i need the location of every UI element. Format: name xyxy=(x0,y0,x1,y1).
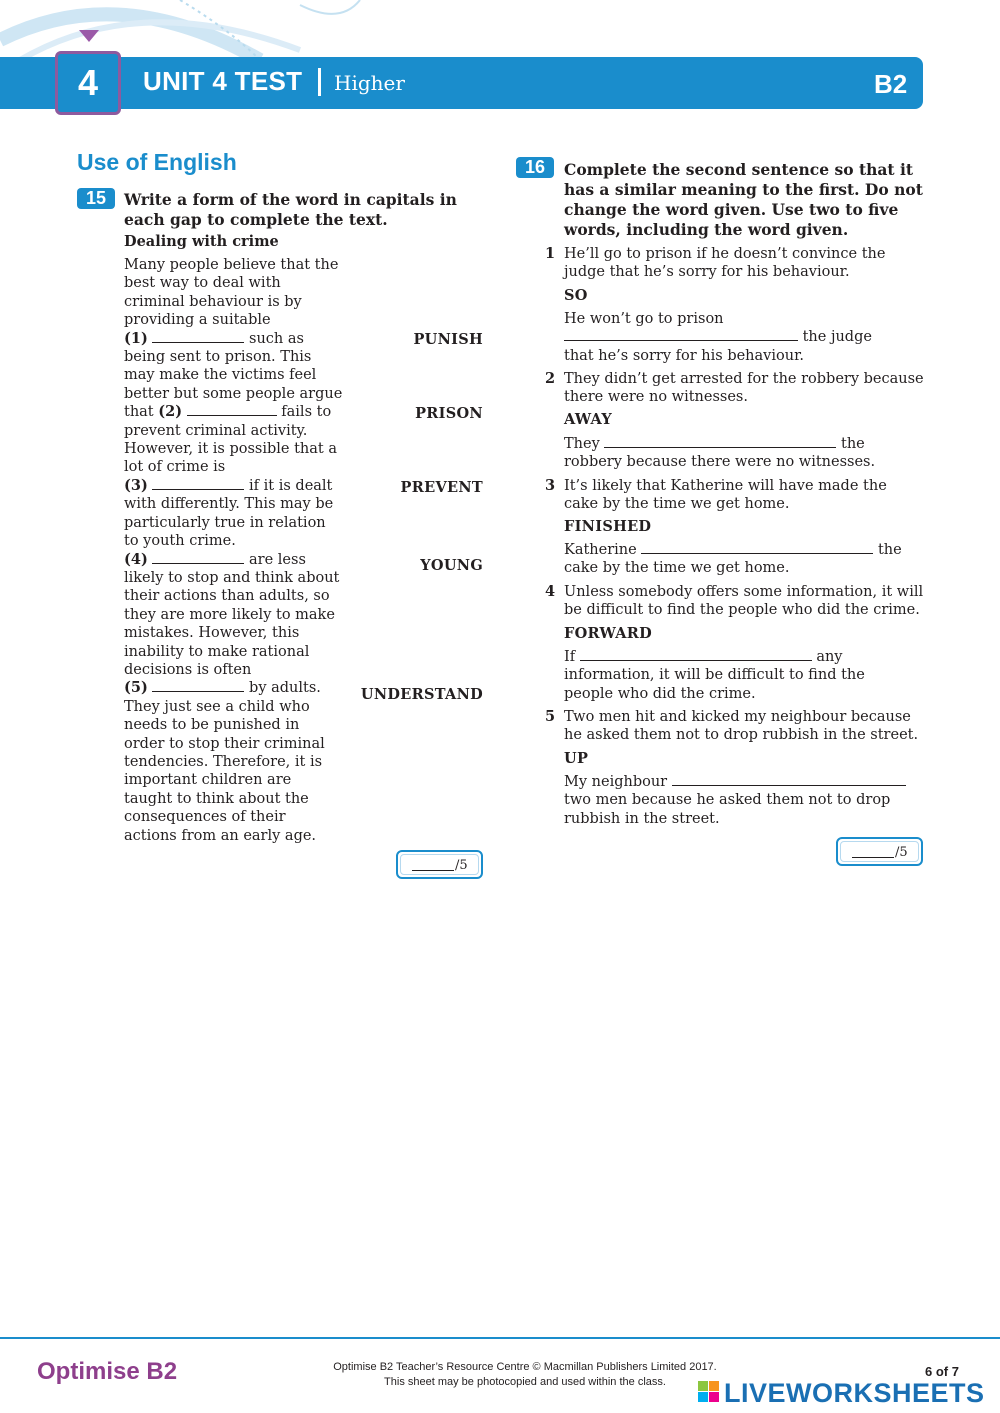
text-line: their actions than adults, so xyxy=(124,588,330,605)
gap-text: such as xyxy=(249,330,304,347)
footer-brand: Optimise B2 xyxy=(37,1358,178,1385)
answer-text: cake by the time we get home. xyxy=(564,560,790,577)
question-number: 3 xyxy=(545,477,556,494)
gap-1-input[interactable] xyxy=(152,330,244,343)
question-number: 5 xyxy=(545,708,556,725)
answer-text: that he’s sorry for his behaviour. xyxy=(564,347,805,364)
keyword-5: UP xyxy=(564,750,589,767)
text-line: actions from an early age. xyxy=(124,827,317,844)
question-sentence: They didn’t get arrested for the robbery because there were no witnesses. xyxy=(564,371,924,406)
text-line: tendencies. Therefore, it is xyxy=(124,753,323,770)
text-line: decisions is often xyxy=(124,661,252,678)
question-number: 4 xyxy=(545,583,556,600)
text-line: with differently. This may be xyxy=(124,496,334,513)
text-line: important children are xyxy=(124,772,292,789)
cue-word-5: UNDERSTAND xyxy=(360,686,483,703)
answer-line xyxy=(564,435,924,453)
answer-text: He won’t go to prison xyxy=(564,311,724,327)
logo-cell-icon xyxy=(709,1381,719,1391)
text-title: Dealing with crime xyxy=(124,233,279,250)
unit-number-box xyxy=(55,51,121,115)
gap-3-input[interactable] xyxy=(152,477,244,490)
text-line: may make the victims feel xyxy=(124,367,317,384)
answer-text: information, it will be difficult to find the xyxy=(564,667,865,684)
footer-copyright xyxy=(300,1360,750,1390)
score-total: /5 xyxy=(455,858,468,873)
cue-word-4: YOUNG xyxy=(420,557,483,574)
unit-level: Higher xyxy=(334,71,405,95)
logo-cell-icon xyxy=(698,1381,708,1391)
exercise-15-badge: 15 xyxy=(77,188,115,209)
question-sentence: He’ll go to prison if he doesn’t convince the judge that he’s sorry for his behaviour. xyxy=(564,246,886,281)
text-line: However, it is possible that a xyxy=(124,441,337,458)
question-sentence: It’s likely that Katherine will have made the cake by the time we get home. xyxy=(564,478,887,513)
unit-grade: B2 xyxy=(874,69,908,99)
gap-text: if it is dealt xyxy=(249,477,333,494)
question-number: 2 xyxy=(545,370,556,387)
answer-text: My neighbour xyxy=(564,774,668,790)
page-number: 6 of 7 xyxy=(925,1364,959,1379)
gap-4-input[interactable] xyxy=(152,551,244,564)
unit-number: 4 xyxy=(77,62,99,103)
text-line: They just see a child who xyxy=(124,698,310,715)
cue-word-2: PRISON xyxy=(415,405,483,422)
question-number: 1 xyxy=(545,245,556,262)
answer-text: the xyxy=(877,542,902,558)
answer-text: two men because he asked them not to drop xyxy=(564,792,891,809)
watermark-text: LIVEWORKSHEETS xyxy=(724,1378,985,1408)
answer-line xyxy=(564,773,924,791)
answer-text: robbery because there were no witnesses. xyxy=(564,454,876,471)
text-line: being sent to prison. This xyxy=(124,349,312,366)
exercise-15-instruction: Write a form of the word in capitals in each gap to complete the text. xyxy=(124,190,457,229)
answer-5 xyxy=(564,773,924,828)
gap-label: (5) xyxy=(124,679,148,697)
text-line: Many people believe that the xyxy=(124,257,339,273)
text-line: criminal behaviour is by xyxy=(124,293,302,310)
section-title: Use of English xyxy=(77,149,237,175)
answer-text: If xyxy=(564,649,576,665)
exercise-16-badge: 16 xyxy=(516,157,554,178)
text-line: to youth crime. xyxy=(124,533,236,550)
keyword-1: SO xyxy=(564,287,588,304)
answer-1-input[interactable] xyxy=(564,328,798,341)
keyword-2: AWAY xyxy=(564,411,612,428)
cue-word-1: PUNISH xyxy=(413,331,483,348)
score-15-input[interactable] xyxy=(412,858,454,871)
answer-text: Katherine xyxy=(564,542,637,558)
copyright-line: Optimise B2 Teacher’s Resource Centre © Macmillan Publishers Limited 2017. xyxy=(333,1361,717,1373)
gap-text: that xyxy=(124,404,154,421)
answer-1 xyxy=(564,310,924,365)
cue-word-3: PREVENT xyxy=(400,479,483,496)
answer-text: They xyxy=(564,436,600,452)
logo-cell-icon xyxy=(709,1392,719,1402)
text-line: needs to be punished in xyxy=(124,717,300,734)
answer-line xyxy=(564,328,924,346)
answer-text: the xyxy=(841,436,865,452)
footer-divider xyxy=(0,1337,1000,1339)
gap-text: are less xyxy=(249,551,306,568)
answer-text: people who did the crime. xyxy=(564,685,756,702)
keyword-4: FORWARD xyxy=(564,625,652,642)
answer-line xyxy=(564,648,924,666)
text-line: particularly true in relation xyxy=(124,514,326,531)
text-line: they are more likely to make xyxy=(124,606,335,623)
text-line: lot of crime is xyxy=(124,459,226,476)
text-line: best way to deal with xyxy=(124,275,281,292)
gap-label: (2) xyxy=(158,403,183,421)
keyword-3: FINISHED xyxy=(564,518,652,535)
score-16-input[interactable] xyxy=(852,845,894,858)
text-line: mistakes. However, this xyxy=(124,625,300,642)
score-total: /5 xyxy=(895,845,908,860)
logo-cell-icon xyxy=(698,1392,708,1402)
text-line: order to stop their criminal xyxy=(124,735,325,752)
exercise-16-instruction: Complete the second sentence so that it has a similar meaning to the first. Do not change the word given. Use two to five words, including the word given. xyxy=(564,160,923,239)
exercise-16-score-box xyxy=(836,837,923,866)
gap-label: (1) xyxy=(124,329,148,347)
unit-title: UNIT 4 TEST xyxy=(143,66,303,96)
text-line: better but some people argue xyxy=(124,385,343,402)
gap-label: (4) xyxy=(124,550,148,568)
answer-3 xyxy=(564,541,924,578)
text-line: prevent criminal activity. xyxy=(124,422,308,439)
text-line: consequences of their xyxy=(124,809,286,826)
unit-banner xyxy=(0,57,923,109)
answer-5-input[interactable] xyxy=(672,773,906,786)
answer-text: rubbish in the street. xyxy=(564,810,720,827)
question-sentence: Two men hit and kicked my neighbour because he asked them not to drop rubbish in the street. xyxy=(564,709,919,744)
title-separator xyxy=(318,68,321,96)
text-line: providing a suitable xyxy=(124,312,271,329)
answer-line xyxy=(564,541,924,559)
answer-2-input[interactable] xyxy=(604,435,836,448)
answer-4-input[interactable] xyxy=(580,648,812,661)
answer-4 xyxy=(564,648,924,703)
gap-text: by adults. xyxy=(249,680,321,697)
answer-text: any xyxy=(816,649,843,665)
text-line: taught to think about the xyxy=(124,790,309,807)
gap-text: fails to xyxy=(281,404,332,421)
unit-marker-icon xyxy=(79,30,99,42)
answer-text: the judge xyxy=(802,329,872,346)
answer-3-input[interactable] xyxy=(641,541,873,554)
answer-2 xyxy=(564,435,924,472)
gap-label: (3) xyxy=(124,476,148,494)
copyright-line: This sheet may be photocopied and used within the class. xyxy=(384,1376,666,1388)
text-line: inability to make rational xyxy=(124,643,310,660)
gap-2-input[interactable] xyxy=(187,403,277,416)
exercise-15-score-box xyxy=(396,850,483,879)
text-line: likely to stop and think about xyxy=(124,569,340,586)
gap-5-input[interactable] xyxy=(152,679,244,692)
question-sentence: Unless somebody offers some information, it will be difficult to find the people who did the crime. xyxy=(564,584,924,619)
